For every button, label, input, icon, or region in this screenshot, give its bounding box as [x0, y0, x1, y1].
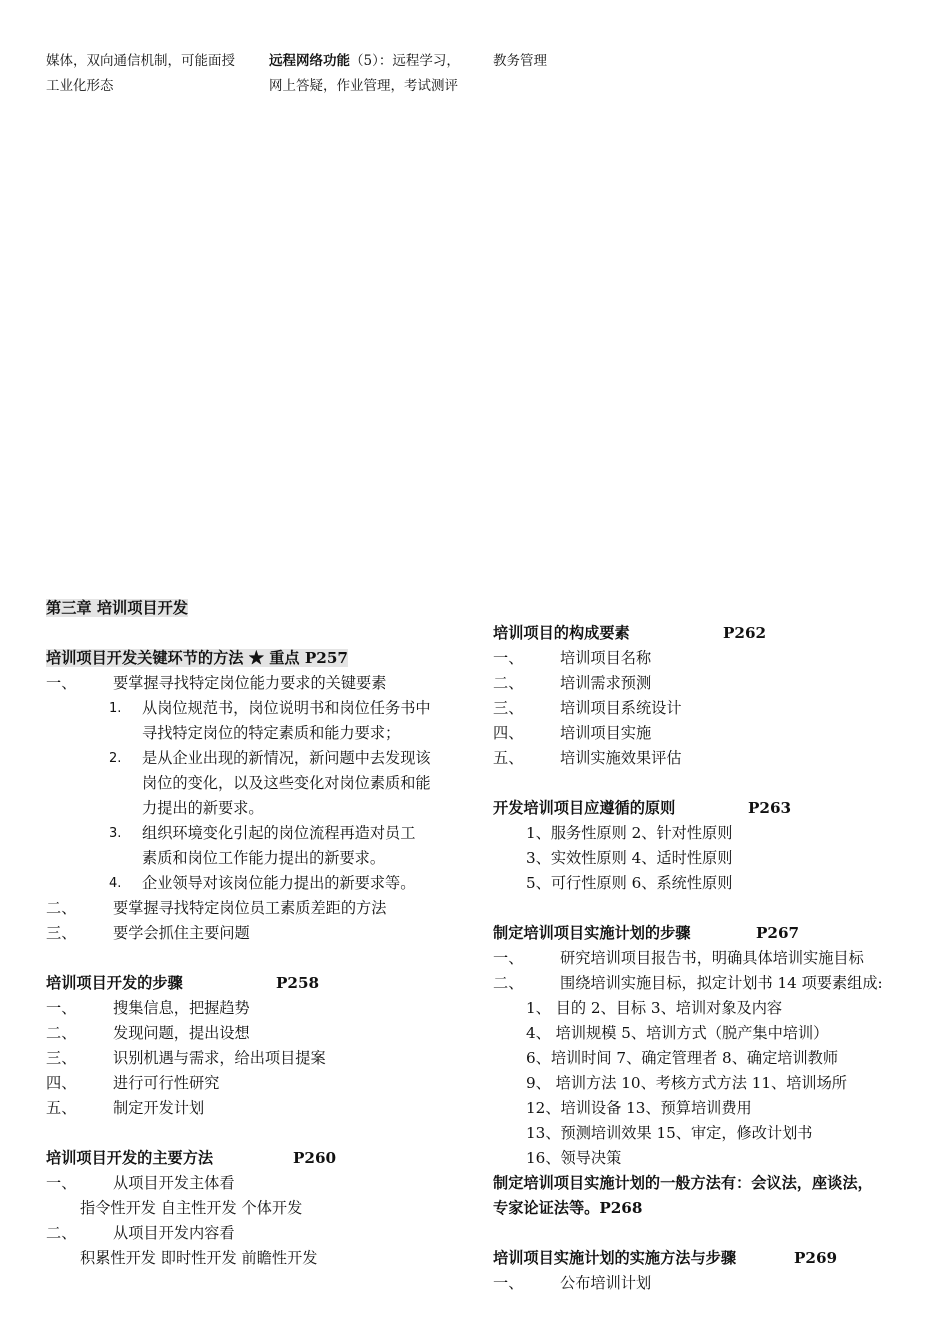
page-ref: P267 [756, 924, 800, 942]
right-column [493, 621, 918, 1296]
section-title-main-methods: 培训项目开发的主要方法 P260 [46, 1146, 466, 1171]
list-item: 一、 搜集信息，把握趋势 [46, 999, 250, 1017]
section-title-principles: 开发培训项目应遵循的原则 P263 [493, 796, 918, 821]
sub-item-2: 2. 是从企业出现的新情况，新问题中去发现该 [109, 749, 431, 767]
list-item: 二、 从项目开发内容看 [46, 1224, 235, 1242]
sub-item-3-cont: 素质和岗位工作能力提出的新要求。 [142, 849, 385, 867]
top-col1-line2: 工业化形态 [46, 78, 114, 94]
list-line: 6、培训时间 7、确定管理者 8、确定培训教师 [526, 1049, 839, 1067]
sub-item-4: 4. 企业领导对该岗位能力提出的新要求等。 [109, 874, 416, 892]
top-col1-line1: 媒体，双向通信机制，可能面授 [46, 53, 235, 69]
page-ref: P269 [794, 1249, 838, 1267]
page-ref: P258 [276, 974, 320, 992]
list-line: 1、 目的 2、目标 3、培训对象及内容 [526, 999, 783, 1017]
list-item: 二、 培训需求预测 [493, 674, 652, 692]
list-line: 13、预测培训效果 15、审定，修改计划书 [526, 1124, 813, 1142]
list-item: 四、 进行可行性研究 [46, 1074, 220, 1092]
list-item: 五、 培训实施效果评估 [493, 749, 682, 767]
top-col2-bold: 远程网络功能 [269, 53, 350, 69]
list-item-detail: 指令性开发 自主性开发 个体开发 [80, 1199, 303, 1217]
sub-item-2-cont: 力提出的新要求。 [142, 799, 264, 817]
section-title-elements: 培训项目的构成要素 P262 [493, 621, 918, 646]
section-title-steps: 培训项目开发的步骤 P258 [46, 971, 466, 996]
section-title-plan-implementation: 培训项目实施计划的实施方法与步骤 P269 [493, 1246, 918, 1271]
list-line: 12、培训设备 13、预算培训费用 [526, 1099, 752, 1117]
list-item: 一、 从项目开发主体看 [46, 1174, 235, 1192]
list-item: 二、 要掌握寻找特定岗位员工素质差距的方法 [46, 899, 387, 917]
list-item: 一、 研究培训项目报告书，明确具体培训实施目标 [493, 949, 864, 967]
top-col3-line1: 教务管理 [493, 53, 547, 69]
left-column [46, 596, 466, 1271]
list-item: 二、 围绕培训实施目标，拟定计划书 14 项要素组成: [493, 974, 883, 992]
section-title-plan-steps: 制定培训项目实施计划的步骤 P267 [493, 921, 918, 946]
top-col2-line2: 网上答疑，作业管理，考试测评 [269, 78, 458, 94]
list-item: 三、 要学会抓住主要问题 [46, 924, 250, 942]
sub-item-1-cont: 寻找特定岗位的特定素质和能力要求； [142, 724, 401, 742]
sub-item-2-cont: 岗位的变化，以及这些变化对岗位素质和能 [142, 774, 431, 792]
list-line: 3、实效性原则 4、适时性原则 [526, 849, 733, 867]
methods-note: 制定培训项目实施计划的一般方法有：会议法，座谈法， [493, 1174, 873, 1192]
list-item: 一、 公布培训计划 [493, 1274, 652, 1292]
list-item-detail: 积累性开发 即时性开发 前瞻性开发 [80, 1249, 318, 1267]
list-item: 一、 培训项目名称 [493, 649, 652, 667]
list-line: 4、 培训规模 5、培训方式（脱产集中培训） [526, 1024, 829, 1042]
list-item: 一、 要掌握寻找特定岗位能力要求的关键要素 [46, 674, 387, 692]
top-col2-line1 [269, 49, 460, 74]
sub-item-3: 3. 组织环境变化引起的岗位流程再造对员工 [109, 824, 416, 842]
page-ref: P262 [723, 624, 767, 642]
list-line: 16、领导决策 [526, 1149, 622, 1167]
top-col2-rest: （5）：远程学习， [350, 53, 460, 69]
methods-note-cont: 专家论证法等。P268 [493, 1199, 643, 1217]
page-ref: P260 [293, 1149, 337, 1167]
list-line: 5、可行性原则 6、系统性原则 [526, 874, 733, 892]
list-item: 三、 培训项目系统设计 [493, 699, 682, 717]
list-item: 五、 制定开发计划 [46, 1099, 205, 1117]
chapter-title: 第三章 培训项目开发 [46, 599, 188, 617]
section-title-key-methods: 培训项目开发关键环节的方法 ★ 重点 P257 [46, 649, 348, 667]
list-line: 9、 培训方法 10、考核方式方法 11、培训场所 [526, 1074, 847, 1092]
list-line: 1、服务性原则 2、针对性原则 [526, 824, 733, 842]
list-item: 四、 培训项目实施 [493, 724, 652, 742]
page-ref: P263 [748, 799, 792, 817]
list-item: 三、 识别机遇与需求，给出项目提案 [46, 1049, 326, 1067]
list-item: 二、 发现问题，提出设想 [46, 1024, 250, 1042]
sub-item-1: 1. 从岗位规范书，岗位说明书和岗位任务书中 [109, 699, 431, 717]
